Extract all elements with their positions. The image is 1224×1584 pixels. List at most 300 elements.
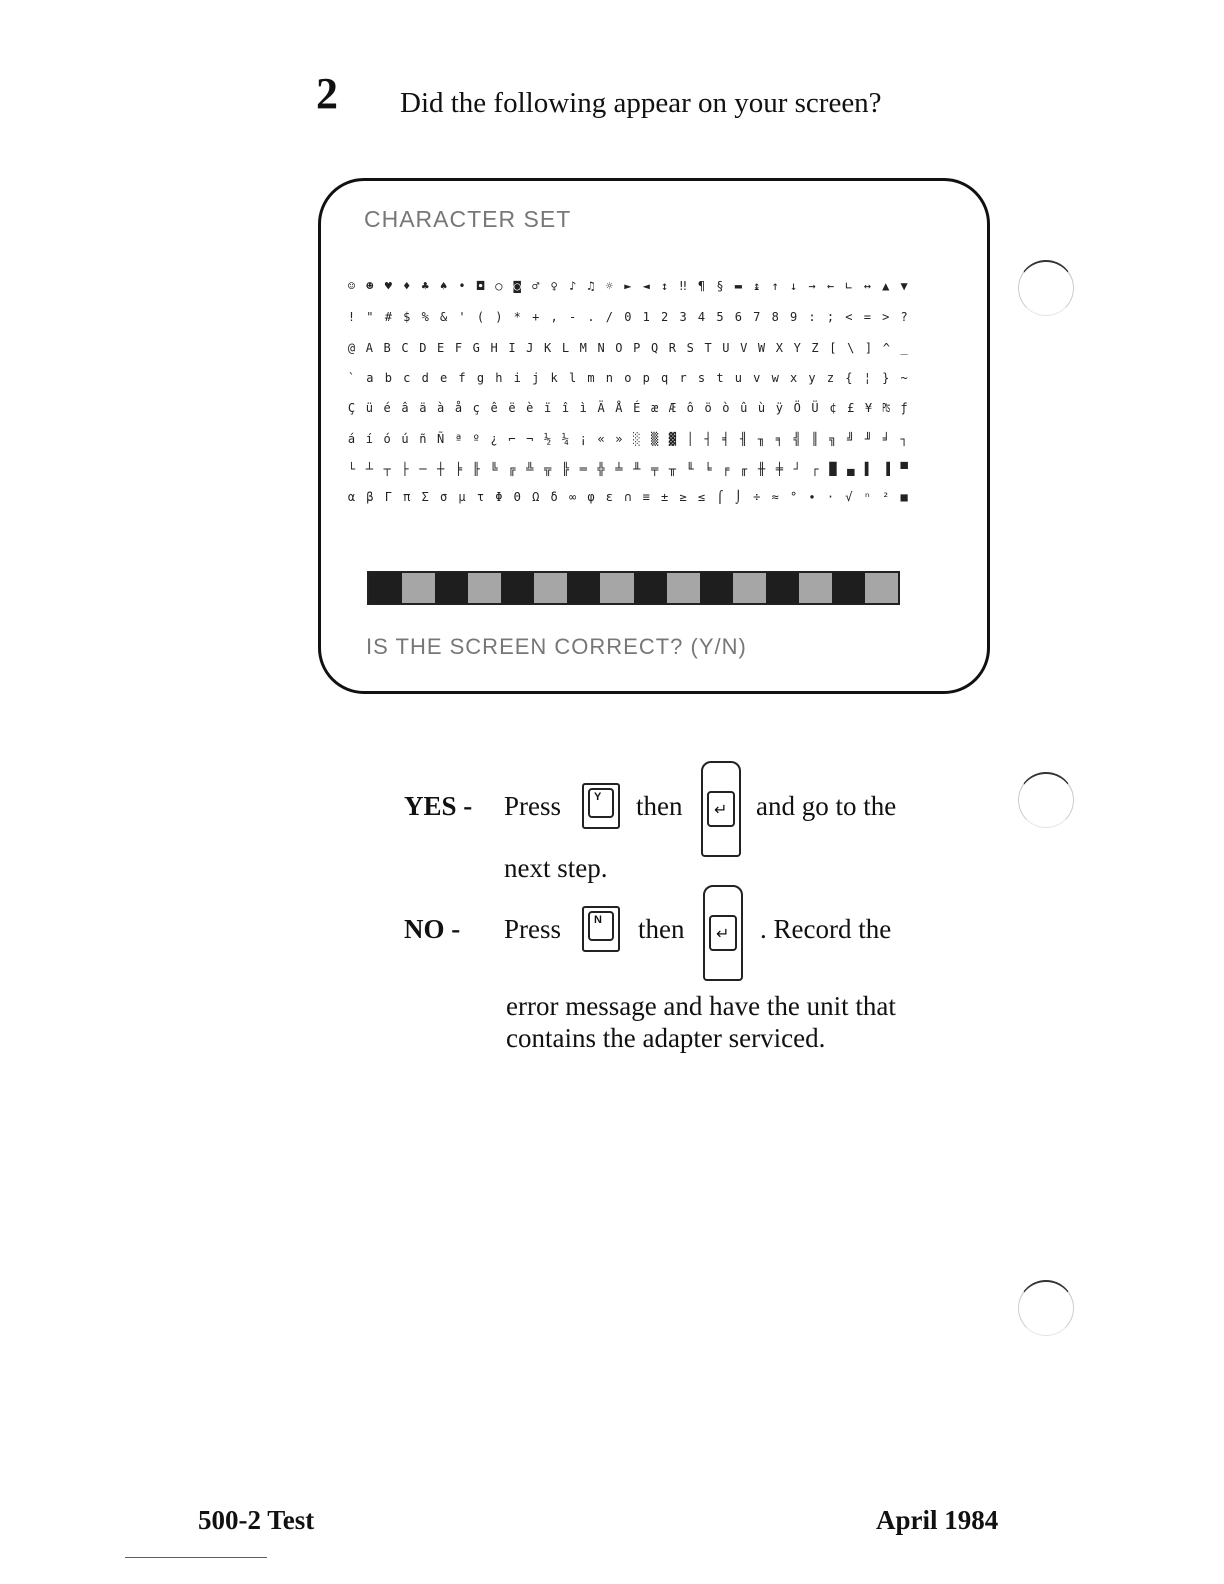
charset-glyph: j xyxy=(532,371,540,385)
charset-glyph: ╢ xyxy=(740,432,748,446)
charset-glyph: ▬ xyxy=(734,279,742,293)
charset-glyph: ╙ xyxy=(686,462,694,476)
charset-glyph: ☺ xyxy=(347,279,356,293)
charset-glyph: > xyxy=(882,310,890,324)
color-bar-segment xyxy=(435,573,468,603)
charset-glyph: ε xyxy=(605,490,614,504)
n-key-label: N xyxy=(594,914,602,926)
charset-glyph: Ω xyxy=(532,490,540,504)
charset-glyph: k xyxy=(550,371,558,385)
charset-glyph: ₧ xyxy=(882,401,890,415)
enter-key-icon xyxy=(701,761,741,857)
charset-glyph: ╪ xyxy=(775,462,783,476)
charset-glyph: W xyxy=(757,341,766,355)
charset-glyph: i xyxy=(513,371,521,385)
charset-glyph: N xyxy=(597,341,605,355)
charset-glyph: ┘ xyxy=(793,462,801,476)
charset-glyph: < xyxy=(845,310,853,324)
step-number: 2 xyxy=(316,69,338,118)
color-bar-segment xyxy=(733,573,766,603)
charset-glyph: ▒ xyxy=(650,432,659,446)
charset-glyph: s xyxy=(697,371,706,385)
charset-glyph: Γ xyxy=(384,490,392,504)
charset-glyph: 5 xyxy=(716,310,724,324)
charset-glyph: m xyxy=(587,371,595,385)
color-bar-segment xyxy=(832,573,865,603)
charset-glyph: 4 xyxy=(697,310,706,324)
charset-glyph: Ü xyxy=(811,401,819,415)
charset-glyph: + xyxy=(532,310,540,324)
charset-glyph: ░ xyxy=(633,432,641,446)
charset-glyph: ♥ xyxy=(384,279,392,293)
charset-glyph: ƒ xyxy=(900,401,908,415)
charset-glyph: o xyxy=(624,371,632,385)
charset-glyph: ⁿ xyxy=(863,490,871,504)
charset-glyph: ä xyxy=(419,401,427,415)
charset-glyph: ⌠ xyxy=(716,490,724,504)
charset-glyph: ╬ xyxy=(597,462,605,476)
charset-glyph: » xyxy=(615,432,623,446)
charset-glyph: G xyxy=(472,341,480,355)
charset-glyph: " xyxy=(366,310,374,324)
charset-glyph: e xyxy=(439,371,448,385)
charset-glyph: ╟ xyxy=(472,462,480,476)
charset-glyph: ╗ xyxy=(829,432,837,446)
charset-row xyxy=(343,398,913,418)
charset-glyph: ╣ xyxy=(793,432,801,446)
charset-glyph: Q xyxy=(650,341,659,355)
charset-row xyxy=(343,429,913,449)
charset-glyph: ╩ xyxy=(526,462,534,476)
charset-glyph: J xyxy=(526,341,534,355)
charset-glyph: g xyxy=(476,371,485,385)
charset-glyph: £ xyxy=(847,401,855,415)
charset-glyph: Θ xyxy=(513,490,521,504)
charset-glyph: Φ xyxy=(495,490,503,504)
charset-glyph: ½ xyxy=(543,432,552,446)
charset-glyph: ♂ xyxy=(532,279,540,293)
charset-glyph: ♫ xyxy=(587,279,595,293)
charset-glyph: π xyxy=(403,490,411,504)
charset-glyph: Ñ xyxy=(437,432,445,446)
charset-glyph: ╨ xyxy=(633,462,641,476)
charset-glyph: 2 xyxy=(661,310,669,324)
charset-glyph: æ xyxy=(650,401,659,415)
charset-glyph: U xyxy=(722,341,730,355)
charset-glyph: ☻ xyxy=(366,279,374,293)
charset-glyph: ) xyxy=(495,310,503,324)
color-bar-segment xyxy=(534,573,567,603)
no-label: NO - xyxy=(404,914,461,944)
charset-glyph: ╫ xyxy=(757,462,766,476)
charset-glyph: ± xyxy=(661,490,669,504)
charset-glyph: ╧ xyxy=(615,462,623,476)
color-bar-segment xyxy=(865,573,898,603)
charset-glyph: û xyxy=(740,401,748,415)
charset-glyph: ╤ xyxy=(650,462,659,476)
charset-glyph: ÷ xyxy=(753,490,761,504)
charset-glyph: 8 xyxy=(771,310,779,324)
charset-glyph: ü xyxy=(365,401,373,415)
charset-glyph: d xyxy=(421,371,429,385)
charset-glyph: . xyxy=(587,310,595,324)
charset-glyph: ─ xyxy=(419,462,427,476)
screen-prompt: IS THE SCREEN CORRECT? (Y/N) xyxy=(366,634,747,659)
charset-glyph: → xyxy=(808,279,816,293)
color-bar-segment xyxy=(402,573,435,603)
charset-glyph: % xyxy=(421,310,429,324)
color-bar-segment xyxy=(501,573,534,603)
charset-glyph: Å xyxy=(615,401,623,415)
charset-glyph: ~ xyxy=(900,371,908,385)
charset-glyph: S xyxy=(686,341,694,355)
charset-glyph: · xyxy=(826,490,835,504)
punch-hole xyxy=(1018,772,1074,828)
charset-glyph: ê xyxy=(490,401,498,415)
charset-glyph: D xyxy=(419,341,427,355)
charset-glyph: $ xyxy=(403,310,411,324)
charset-glyph: ├ xyxy=(401,462,409,476)
charset-glyph: q xyxy=(661,371,669,385)
charset-glyph: ⌡ xyxy=(734,490,742,504)
color-bar xyxy=(367,571,900,605)
charset-glyph: ï xyxy=(543,401,552,415)
charset-glyph: ▄ xyxy=(847,462,855,476)
charset-glyph: α xyxy=(347,490,356,504)
charset-glyph: 9 xyxy=(790,310,798,324)
charset-glyph: - xyxy=(568,310,577,324)
charset-glyph: ┴ xyxy=(365,462,373,476)
charset-glyph: ! xyxy=(347,310,356,324)
charset-glyph: : xyxy=(808,310,816,324)
charset-glyph: B xyxy=(383,341,391,355)
charset-glyph: ♦ xyxy=(403,279,411,293)
charset-glyph: ‼ xyxy=(679,279,687,293)
charset-glyph: ┬ xyxy=(383,462,391,476)
charset-glyph: ë xyxy=(508,401,516,415)
charset-row xyxy=(343,307,913,327)
charset-glyph: ≈ xyxy=(771,490,779,504)
charset-glyph: § xyxy=(716,279,724,293)
charset-glyph: ╓ xyxy=(740,462,748,476)
charset-glyph: ▐ xyxy=(882,462,890,476)
charset-glyph: ╒ xyxy=(722,462,730,476)
charset-glyph: ¡ xyxy=(579,432,587,446)
charset-glyph: ■ xyxy=(900,490,908,504)
charset-glyph: f xyxy=(458,371,466,385)
charset-glyph: ┌ xyxy=(811,462,819,476)
charset-glyph: = xyxy=(863,310,871,324)
charset-glyph: ; xyxy=(826,310,835,324)
y-key-icon xyxy=(582,783,620,829)
charset-glyph: h xyxy=(495,371,503,385)
charset-glyph: Ö xyxy=(793,401,801,415)
charset-glyph: 0 xyxy=(624,310,632,324)
color-bar-segment xyxy=(369,573,402,603)
charset-glyph: \ xyxy=(847,341,855,355)
charset-row xyxy=(343,459,913,479)
charset-glyph: â xyxy=(401,401,409,415)
charset-glyph: ó xyxy=(383,432,391,446)
charset-glyph: ^ xyxy=(882,341,890,355)
charset-glyph: R xyxy=(668,341,677,355)
charset-glyph: L xyxy=(561,341,570,355)
charset-glyph: φ xyxy=(587,490,595,504)
color-bar-segment xyxy=(567,573,600,603)
charset-glyph: █ xyxy=(829,462,837,476)
charset-glyph: ≥ xyxy=(679,490,687,504)
charset-glyph: ì xyxy=(579,401,587,415)
color-bar-segment xyxy=(468,573,501,603)
charset-glyph: « xyxy=(597,432,605,446)
charset-glyph: Ä xyxy=(597,401,605,415)
charset-glyph: 7 xyxy=(753,310,761,324)
charset-glyph: @ xyxy=(347,341,356,355)
charset-glyph: ¼ xyxy=(561,432,570,446)
charset-glyph: ¿ xyxy=(490,432,498,446)
yes-label: YES - xyxy=(404,791,473,821)
charset-glyph: ↔ xyxy=(863,279,871,293)
charset-glyph: µ xyxy=(458,490,466,504)
enter-key-symbol: ↵ xyxy=(714,800,728,819)
charset-glyph: ← xyxy=(826,279,835,293)
charset-glyph: ≡ xyxy=(642,490,650,504)
charset-glyph: ╚ xyxy=(490,462,498,476)
footer-date: April 1984 xyxy=(876,1505,999,1535)
enter-key-icon xyxy=(703,885,743,981)
charset-glyph: ♪ xyxy=(568,279,577,293)
charset-glyph: ╥ xyxy=(668,462,677,476)
charset-glyph: Ç xyxy=(347,401,356,415)
charset-glyph: I xyxy=(508,341,516,355)
charset-glyph: í xyxy=(365,432,373,446)
charset-glyph: ╦ xyxy=(543,462,552,476)
charset-glyph: ╡ xyxy=(722,432,730,446)
charset-glyph: ☼ xyxy=(605,279,614,293)
charset-glyph: ╖ xyxy=(757,432,766,446)
charset-glyph: ç xyxy=(472,401,480,415)
charset-glyph: 1 xyxy=(642,310,650,324)
charset-glyph: ' xyxy=(458,310,466,324)
no-line3: contains the adapter serviced. xyxy=(506,1023,826,1053)
charset-glyph: u xyxy=(734,371,742,385)
charset-glyph: z xyxy=(826,371,835,385)
yes-press-text: Press xyxy=(504,791,562,821)
charset-glyph: _ xyxy=(900,341,908,355)
charset-glyph: y xyxy=(808,371,816,385)
charset-glyph: ◘ xyxy=(476,279,485,293)
charset-glyph: ╠ xyxy=(561,462,570,476)
charset-glyph: ? xyxy=(900,310,908,324)
charset-glyph: ª xyxy=(454,432,463,446)
charset-glyph: x xyxy=(790,371,798,385)
charset-glyph: ú xyxy=(401,432,409,446)
no-then-text: then xyxy=(638,914,685,944)
charset-glyph: ô xyxy=(686,401,694,415)
n-key-icon xyxy=(582,906,620,952)
charset-glyph: M xyxy=(579,341,587,355)
charset-glyph: ( xyxy=(476,310,485,324)
charset-row xyxy=(343,276,913,296)
charset-glyph: à xyxy=(437,401,445,415)
charset-glyph: 6 xyxy=(734,310,742,324)
charset-glyph: ↨ xyxy=(753,279,761,293)
charset-glyph: ▀ xyxy=(900,462,908,476)
charset-glyph: ► xyxy=(624,279,632,293)
charset-glyph: c xyxy=(403,371,411,385)
charset-glyph: ╕ xyxy=(775,432,783,446)
charset-glyph: ¶ xyxy=(697,279,706,293)
charset-glyph: ¦ xyxy=(863,371,871,385)
charset-glyph: Æ xyxy=(668,401,677,415)
y-key-label: Y xyxy=(594,791,602,803)
color-bar-segment xyxy=(799,573,832,603)
charset-glyph: * xyxy=(513,310,521,324)
charset-glyph: l xyxy=(568,371,577,385)
charset-glyph: ` xyxy=(347,371,356,385)
charset-glyph: ╜ xyxy=(864,432,873,446)
charset-glyph: n xyxy=(605,371,614,385)
charset-glyph: ↕ xyxy=(661,279,669,293)
charset-glyph: O xyxy=(615,341,623,355)
yes-line2: next step. xyxy=(504,853,608,883)
punch-hole xyxy=(1018,1280,1074,1336)
charset-glyph: H xyxy=(490,341,498,355)
charset-glyph: ▲ xyxy=(882,279,890,293)
color-bar-segment xyxy=(766,573,799,603)
enter-key-symbol: ↵ xyxy=(716,924,730,943)
charset-glyph: ² xyxy=(882,490,890,504)
charset-glyph: δ xyxy=(550,490,558,504)
charset-row xyxy=(343,368,913,388)
charset-glyph: w xyxy=(771,371,779,385)
charset-glyph: ⌐ xyxy=(508,432,516,446)
charset-glyph: Y xyxy=(793,341,801,355)
no-press-text: Press xyxy=(504,914,562,944)
charset-glyph: ù xyxy=(757,401,766,415)
charset-glyph: ö xyxy=(704,401,712,415)
charset-glyph: ∟ xyxy=(845,279,853,293)
charset-glyph: , xyxy=(550,310,558,324)
charset-glyph: å xyxy=(454,401,463,415)
charset-glyph: ∩ xyxy=(624,490,632,504)
charset-glyph: ╝ xyxy=(847,432,855,446)
charset-glyph: ▼ xyxy=(900,279,908,293)
charset-glyph: v xyxy=(753,371,761,385)
charset-glyph: # xyxy=(384,310,392,324)
color-bar-segment xyxy=(634,573,667,603)
charset-glyph: ┤ xyxy=(704,432,712,446)
charset-glyph: ▌ xyxy=(864,462,873,476)
step-question: Did the following appear on your screen? xyxy=(400,87,882,119)
charset-glyph: A xyxy=(365,341,373,355)
charset-glyph: b xyxy=(384,371,392,385)
charset-glyph: X xyxy=(775,341,783,355)
charset-glyph: á xyxy=(347,432,356,446)
charset-glyph: t xyxy=(716,371,724,385)
charset-glyph: è xyxy=(526,401,534,415)
charset-glyph: ∞ xyxy=(568,490,577,504)
charset-glyph: │ xyxy=(686,432,694,446)
color-bar-segment xyxy=(600,573,633,603)
charset-glyph: p xyxy=(642,371,650,385)
charset-glyph: ] xyxy=(864,341,873,355)
no-after-text: . Record the xyxy=(760,914,892,944)
footer-rule xyxy=(125,1557,267,1558)
charset-glyph: º xyxy=(472,432,480,446)
charset-glyph: 3 xyxy=(679,310,687,324)
charset-glyph: [ xyxy=(829,341,837,355)
charset-glyph: { xyxy=(845,371,853,385)
charset-glyph: ° xyxy=(790,490,798,504)
charset-glyph: / xyxy=(605,310,614,324)
charset-glyph: ♣ xyxy=(421,279,429,293)
charset-glyph: ∙ xyxy=(808,490,816,504)
charset-glyph: ↑ xyxy=(771,279,779,293)
punch-hole xyxy=(1018,260,1074,316)
charset-glyph: ╞ xyxy=(454,462,463,476)
color-bar-segment xyxy=(667,573,700,603)
charset-glyph: ¥ xyxy=(864,401,873,415)
charset-glyph: ≤ xyxy=(697,490,706,504)
charset-glyph: ▓ xyxy=(668,432,677,446)
charset-glyph: σ xyxy=(439,490,448,504)
charset-glyph: ¢ xyxy=(829,401,837,415)
charset-glyph: é xyxy=(383,401,391,415)
charset-glyph: C xyxy=(401,341,409,355)
charset-glyph: a xyxy=(366,371,374,385)
charset-glyph: ò xyxy=(722,401,730,415)
charset-glyph: Z xyxy=(811,341,819,355)
charset-glyph: P xyxy=(633,341,641,355)
yes-then-text: then xyxy=(636,791,683,821)
charset-glyph: └ xyxy=(347,462,356,476)
charset-glyph: ┼ xyxy=(437,462,445,476)
charset-glyph: & xyxy=(439,310,448,324)
charset-glyph: E xyxy=(437,341,445,355)
charset-row xyxy=(343,487,913,507)
charset-glyph: √ xyxy=(845,490,853,504)
charset-glyph: ╘ xyxy=(704,462,712,476)
no-line2: error message and have the unit that xyxy=(506,991,896,1021)
charset-glyph: ÿ xyxy=(775,401,783,415)
charset-glyph: ○ xyxy=(495,279,503,293)
charset-glyph: ¬ xyxy=(526,432,534,446)
charset-glyph: ♠ xyxy=(439,279,448,293)
screen-title: CHARACTER SET xyxy=(364,206,572,232)
charset-glyph: } xyxy=(882,371,890,385)
charset-glyph: ◄ xyxy=(642,279,650,293)
charset-glyph: É xyxy=(633,401,641,415)
charset-glyph: • xyxy=(458,279,466,293)
yes-after-text: and go to the xyxy=(756,791,897,821)
charset-glyph: ║ xyxy=(811,432,819,446)
charset-glyph: ┐ xyxy=(900,432,908,446)
charset-row xyxy=(343,338,913,358)
charset-glyph: r xyxy=(679,371,687,385)
charset-glyph: τ xyxy=(476,490,485,504)
charset-glyph: î xyxy=(561,401,570,415)
charset-glyph: ╔ xyxy=(508,462,516,476)
charset-glyph: ◙ xyxy=(513,279,521,293)
charset-glyph: Σ xyxy=(421,490,429,504)
charset-glyph: ↓ xyxy=(790,279,798,293)
footer-section-label: 500-2 Test xyxy=(198,1505,315,1535)
charset-glyph: T xyxy=(704,341,712,355)
charset-glyph: ♀ xyxy=(550,279,558,293)
charset-glyph: ═ xyxy=(579,462,587,476)
charset-glyph: V xyxy=(740,341,748,355)
